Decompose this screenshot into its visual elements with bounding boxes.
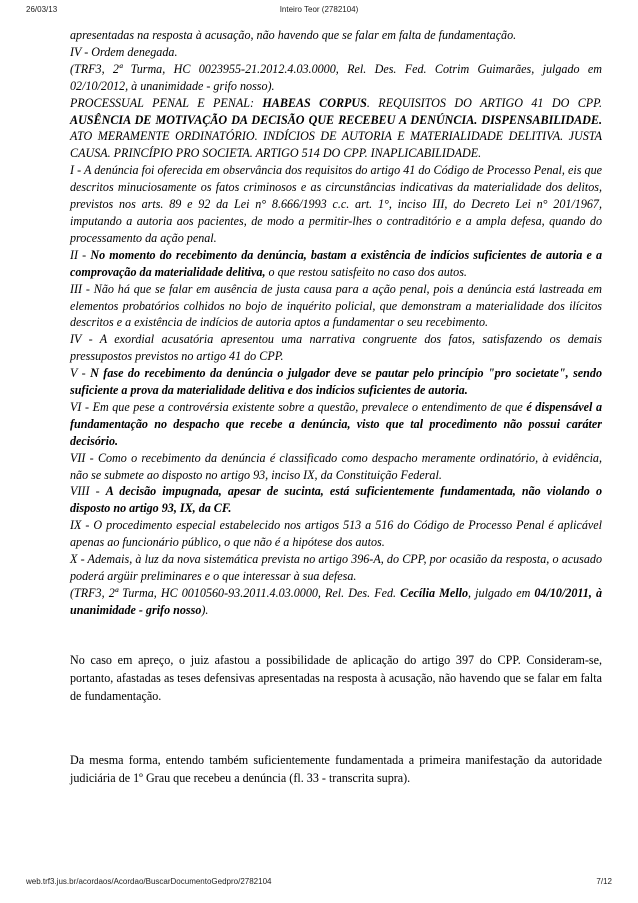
quote-paragraph: VI - Em que pese a controvérsia existente sobre a questão, prevalece o entendimento de que é dispensável a fundamentação no despacho que recebe a denúncia, visto que tal procedimento não possui caráter decisório.: [70, 399, 602, 448]
quote-paragraph: X - Ademais, à luz da nova sistemática prevista no artigo 396-A, do CPP, por ocasião da resposta, o acusado poderá argüir preliminares e o que interessar à sua defesa.: [70, 552, 602, 583]
jurisprudence-quote: [70, 27, 602, 619]
quote-paragraph: VIII - A decisão impugnada, apesar de sucinta, está suficientemente fundamentada, não violando o disposto no artigo 93, IX, da CF.: [70, 484, 602, 516]
page-url: web.trf3.jus.br/acordaos/Acordao/BuscarDocumentoGedpro/2782104: [26, 877, 272, 886]
quote-citation: (TRF3, 2ª Turma, HC 0023955-21.2012.4.03.0000, Rel. Des. Fed. Cotrim Guimarães, julgado em 02/10/2012, à unanimidade - grifo nosso).: [70, 61, 602, 93]
print-date: 26/03/13: [26, 5, 58, 14]
quote-paragraph: IX - O procedimento especial estabelecido nos artigos 513 a 516 do Código de Processo Penal é aplicável apenas ao funcionário público, o que não é a hipótese dos autos.: [70, 518, 602, 550]
quote-paragraph: III - Não há que se falar em ausência de justa causa para a ação penal, pois a denúncia está lastreada em elementos probatórios colhidos no bojo de inquérito policial, que demonstram a materialidade dos ilícitos descritos e a existência de indícios de autoria aptos a fundamentar o seu recebimento.: [70, 281, 602, 330]
quote-paragraph: apresentadas na resposta à acusação, não havendo que se falar em falta de fundamentação.: [70, 28, 517, 42]
quote-paragraph: IV - Ordem denegada.: [70, 44, 178, 59]
page-number: 7/12: [596, 877, 612, 886]
print-title: Inteiro Teor (2782104): [279, 5, 359, 14]
quote-paragraph: IV - A exordial acusatória apresentou uma narrativa congruente dos fatos, satisfazendo os demais pressupostos previstos no artigo 41 do CPP.: [70, 332, 602, 364]
document-content: [70, 27, 602, 787]
print-header: [26, 5, 612, 17]
quote-paragraph: VII - Como o recebimento da denúncia é classificado como despacho meramente ordinatório, à evidência, não se submete ao disposto no artigo 93, inciso IX, da Constituição Federal.: [70, 450, 602, 482]
quote-ementa-header: PROCESSUAL PENAL E PENAL: HABEAS CORPUS. REQUISITOS DO ARTIGO 41 DO CPP. AUSÊNCIA DE MOTIVAÇÃO DA DECISÃO QUE RECEBEU A DENÚNCIA. DISPENSABILIDADE. ATO MERAMENTE ORDINATÓRIO. INDÍCIOS DE AUTORIA E MATERIALIDADE DELITIVA. JUSTA CAUSA. PRINCÍPIO PRO SOCIETA. ARTIGO 514 DO CPP. INAPLICABILIDADE.: [70, 95, 603, 161]
print-footer: [26, 877, 612, 889]
body-paragraph: Da mesma forma, entendo também suficientemente fundamentada a primeira manifestação da autoridade judiciária de 1º Grau que recebeu a denúncia (fl. 33 - transcrita supra).: [70, 752, 602, 785]
quote-paragraph: I - A denúncia foi oferecida em observância dos requisitos do artigo 41 do Código de Processo Penal, eis que descritos minuciosamente os fatos criminosos e as circunstâncias indicativas da materialidade dos delitos, previstos nos arts. 89 e 92 da Lei n° 8.666/1993 c.c. art. 1°, inciso III, do Decreto Lei n° 201/1967, imputando a autoria aos pacientes, de modo a permitir-lhes o contraditório e a ampla defesa, quando do processamento da ação penal.: [70, 163, 602, 245]
quote-paragraph: II - No momento do recebimento da denúncia, bastam a existência de indícios suficientes de autoria e a comprovação da materialidade delitiva, o que restou satisfeito no caso dos autos.: [70, 247, 602, 279]
quote-paragraph: V - N fase do recebimento da denúncia o julgador deve se pautar pelo princípio "pro societate", sendo suficiente a prova da materialidade delitiva e dos indícios suficientes de autoria.: [70, 366, 602, 398]
quote-citation: (TRF3, 2ª Turma, HC 0010560-93.2011.4.03.0000, Rel. Des. Fed. Cecília Mello, julgado em 04/10/2011, à unanimidade - grifo nosso).: [70, 585, 602, 617]
body-paragraph: No caso em apreço, o juiz afastou a possibilidade de aplicação do artigo 397 do CPP. Consideram-se, portanto, afastadas as teses defensivas apresentadas na resposta à acusação, não havendo que se falar em falta de fundamentação.: [70, 652, 602, 703]
